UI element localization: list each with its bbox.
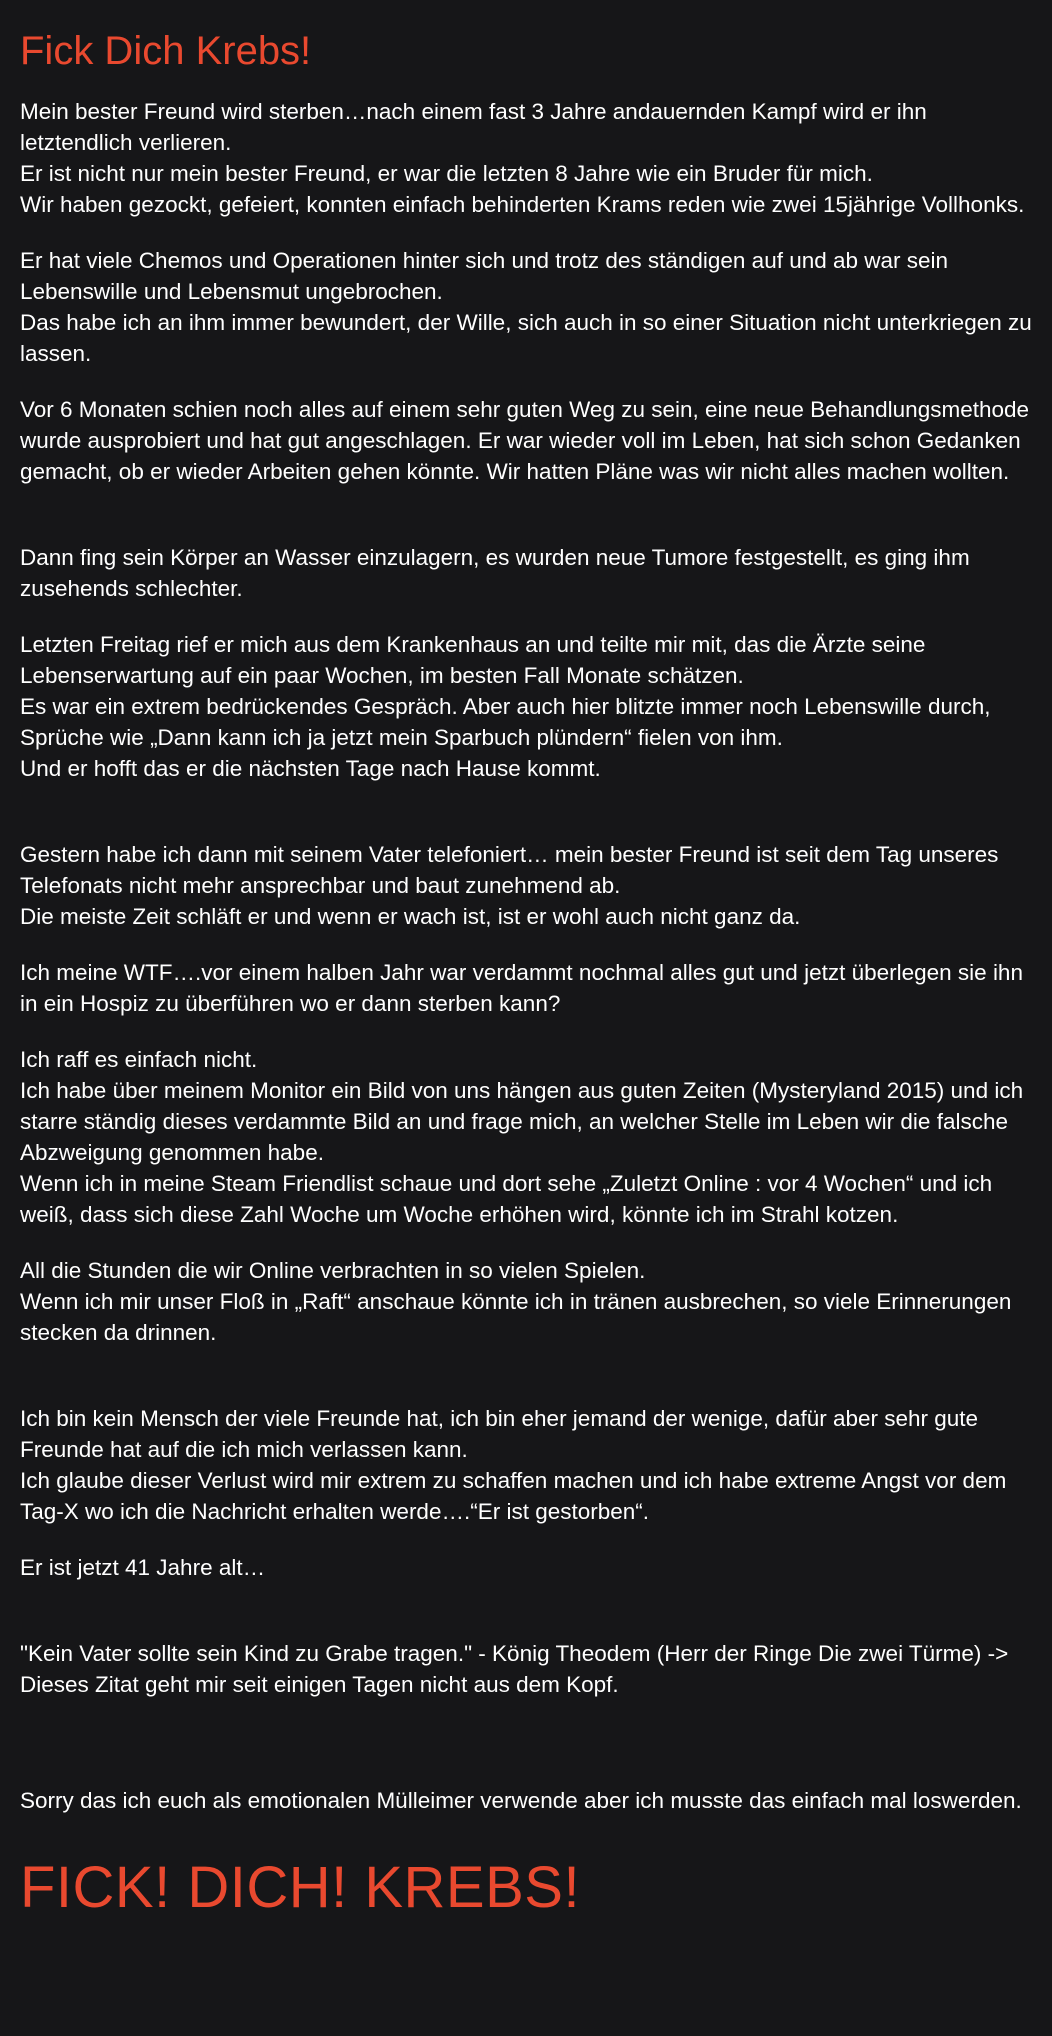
paragraph-3: Vor 6 Monaten schien noch alles auf einem sehr guten Weg zu sein, eine neue Behandlungsmethode wurde ausprobiert und hat gut angeschlagen. Er war wieder voll im Leben, hat sich schon Gedanken gemacht, ob er wieder Arbeiten gehen könnte. Wir hatten Pläne was wir nicht alles machen wollten. — [20, 397, 1030, 484]
paragraph-11: Er ist jetzt 41 Jahre alt… — [20, 1555, 266, 1580]
post-body — [20, 96, 1032, 1816]
paragraph-1: Mein bester Freund wird sterben…nach einem fast 3 Jahre andauernden Kampf wird er ihn letztendlich verlieren. Er ist nicht nur mein bester Freund, er war die letzten 8 Jahre wie ein Bruder für mich. Wir haben gezockt, gefeiert, konnten einfach behinderten Krams reden wie zwei 15jährige Vollhonks. — [20, 99, 1025, 217]
paragraph-13: Sorry das ich euch als emotionalen Mülleimer verwende aber ich musste das einfach mal loswerden. — [20, 1788, 1022, 1813]
paragraph-8: Ich raff es einfach nicht. Ich habe über meinem Monitor ein Bild von uns hängen aus guten Zeiten (Mysteryland 2015) und ich starre ständig dieses verdammte Bild an und frage mich, an welcher Stelle im Leben wir die falsche Abzweigung genommen habe. Wenn ich in meine Steam Friendlist schaue und dort sehe „Zuletzt Online : vor 4 Wochen“ und ich weiß, dass sich diese Zahl Woche um Woche erhöhen wird, könnte ich im Strahl kotzen. — [20, 1047, 1024, 1227]
paragraph-7: Ich meine WTF….vor einem halben Jahr war verdammt nochmal alles gut und jetzt überlegen sie ihn in ein Hospiz zu überführen wo er dann sterben kann? — [20, 960, 1023, 1016]
paragraph-5: Letzten Freitag rief er mich aus dem Krankenhaus an und teilte mir mit, das die Ärzte seine Lebenserwartung auf ein paar Wochen, im besten Fall Monate schätzen. Es war ein extrem bedrückendes Gespräch. Aber auch hier blitzte immer noch Lebenswille durch, Sprüche wie „Dann kann ich ja jetzt mein Sparbuch plündern“ fielen von ihm. Und er hofft das er die nächsten Tage nach Hause kommt. — [20, 632, 991, 781]
paragraph-2: Er hat viele Chemos und Operationen hinter sich und trotz des ständigen auf und ab war sein Lebenswille und Lebensmut ungebrochen. Das habe ich an ihm immer bewundert, der Wille, sich auch in so einer Situation nicht unterkriegen zu lassen. — [20, 248, 1032, 366]
paragraph-9: All die Stunden die wir Online verbrachten in so vielen Spielen. Wenn ich mir unser Floß in „Raft“ anschaue könnte ich in tränen ausbrechen, so viele Erinnerungen stecken da drinnen. — [20, 1258, 1012, 1345]
paragraph-4: Dann fing sein Körper an Wasser einzulagern, es wurden neue Tumore festgestellt, es ging ihm zusehends schlechter. — [20, 545, 970, 601]
paragraph-10: Ich bin kein Mensch der viele Freunde hat, ich bin eher jemand der wenige, dafür aber sehr gute Freunde hat auf die ich mich verlassen kann. Ich glaube dieser Verlust wird mir extrem zu schaffen machen und ich habe extreme Angst vor dem Tag-X wo ich die Nachricht erhalten werde….“Er ist gestorben“. — [20, 1406, 1007, 1524]
quote-paragraph: "Kein Vater sollte sein Kind zu Grabe tragen." - König Theodem (Herr der Ringe Die zwei Türme) -> Dieses Zitat geht mir seit einigen Tagen nicht aus dem Kopf. — [20, 1641, 1009, 1697]
post-title: Fick Dich Krebs! — [20, 29, 312, 73]
closing-heading: FICK! DICH! KREBS! — [20, 1855, 581, 1920]
paragraph-6: Gestern habe ich dann mit seinem Vater telefoniert… mein bester Freund ist seit dem Tag unseres Telefonats nicht mehr ansprechbar und baut zunehmend ab. Die meiste Zeit schläft er und wenn er wach ist, ist er wohl auch nicht ganz da. — [20, 842, 999, 929]
